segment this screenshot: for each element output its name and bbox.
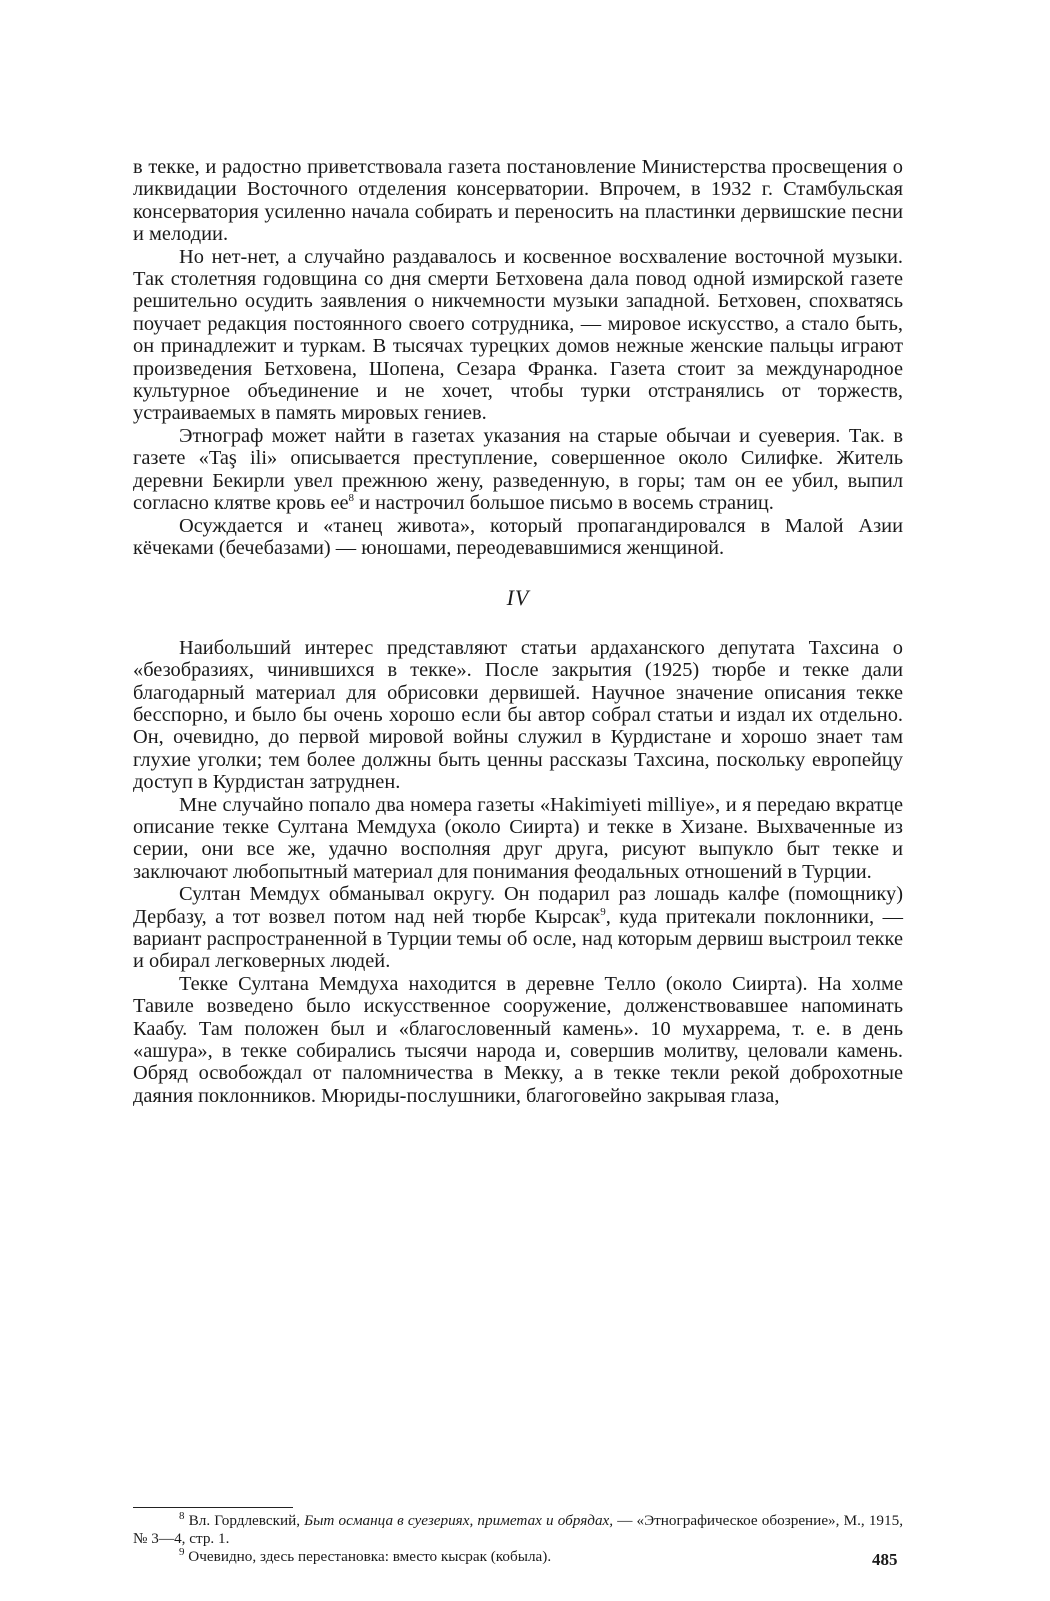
footnote-9-mark: 9 [179,1545,185,1558]
footnote-9 [133,1545,903,1566]
footnote-8 [133,1509,903,1548]
footnote-9-text: Очевидно, здесь перестановка: вместо кысрак (кобыла). [188,1548,552,1565]
paragraph-ethnograph [133,425,903,515]
paragraph-newspaper: Мне случайно попало два номера газеты «Hakimiyeti milliye», и я передаю вкратце описание текке Султана Мемдуха (около Сиирта) и текке в Хизане. Выхваченные из серии, они все же, удачно восполняя друг друга, рисуют выпукло быт текке и заключают любопытный материал для понимания феодальных отношений в Турции. [133,793,903,883]
footnote-8-title: Быт османца в суезериях, приметах и обрядах, [304,1512,614,1529]
footnote-8-mark: 8 [179,1509,185,1522]
main-text [133,156,903,1107]
paragraph-conservatory: в текке, и радостно приветствовала газета постановление Министерства просвещения о ликвидации Восточного отделения консерватории. Впрочем, в 1932 г. Стамбульская консерватория усиленно начала собирать и переносить на пластинки дервишские песни и мелодии. [133,156,903,246]
footnotes [133,1509,903,1566]
footnote-8-author: Вл. Гордлевский, [188,1512,305,1529]
paragraph-tekke-tello: Текке Султана Мемдуха находится в деревне Телло (около Сиирта). На холме Тавиле возведено было искусственное сооружение, долженствовавшее напоминать Каабу. Там положен был и «благословенный камень». 10 мухаррема, т. е. в день «ашура», в текке собирались тысячи народа и, совершив молитву, целовали камень. Обряд освобождал от паломничества в Мекку, а в текке текли рекой доброхотные даяния поклонников. Мюриды-послушники, благоговейно закрывая глаза, [133,972,903,1107]
paragraph-sultan-end: , куда притекали поклонники, — вариант распространенной в Турции темы об осле, над которым дервиш выстроил текке и обирал легковерных людей. [133,905,903,973]
footnote-divider [133,1507,293,1508]
paragraph-takhsin: Наибольший интерес представляют статьи ардаханского депутата Тахсина о «безобразиях, чинившихся в текке». После закрытия (1925) тюрбе и текке дали благодарный материал для обрисовки дервишей. Научное значение описания текке бесспорно, и было бы очень хорошо если бы автор собрал статьи и издал их отдельно. Он, очевидно, до первой мировой войны служил в Курдистане и хорошо знает там глухие уголки; тем более должны быть ценны рассказы Тахсина, поскольку европейцу доступ в Курдистан затруднен. [133,636,903,794]
paragraph-sultan-text: Султан Мемдух обманывал округу. Он подарил раз лошадь калфе (помощнику) Дербазу, а тот возвел потом над ней тюрбе Кырсак [133,883,903,928]
paragraph-belly-dance: Осуждается и «танец живота», который пропагандировался в Малой Азии кёчеками (бечебазами) — юношами, переодевавшимися женщиной. [133,514,903,559]
paragraph-beethoven: Но нет-нет, а случайно раздавалось и косвенное восхваление восточной музыки. Так столетняя годовщина со дня смерти Бетховена дала повод одной измирской газете решительно осудить заявления о никчемности музыки западной. Бетховен, спохватясь поучает редакция постоянного своего сотрудника, — мировое искусство, а стало быть, он принадлежит и туркам. В тысячах турецких домов нежные женские пальцы играют произведения Бетховена, Шопена, Сезара Франка. Газета стоит за международное культурное объединение и не хочет, чтобы турки отстранялись от торжеств, устраиваемых в память мировых гениев. [133,245,903,425]
page-number: 485 [872,1550,898,1569]
footnote-8-rest: — «Этнографическое обозрение», М., 1915, № 3—4, стр. 1. [133,1512,903,1547]
section-heading: IV [506,585,530,611]
paragraph-ethnograph-end: и настрочил большое письмо в восемь страниц. [354,492,774,515]
footnote-ref-9[interactable]: 9 [600,905,606,918]
paragraph-sultan-memduh [133,883,903,973]
footnote-ref-8[interactable]: 8 [348,492,355,505]
paragraph-ethnograph-text: Этнограф может найти в газетах указания на старые обычаи и суеверия. Так. в газете «Taş ili» описывается преступление, совершенное около Силифке. Житель деревни Бекирли увел прежнюю жену, разведенную, в горы; там он ее убил, выпил согласно клятве кровь ее [133,424,903,515]
